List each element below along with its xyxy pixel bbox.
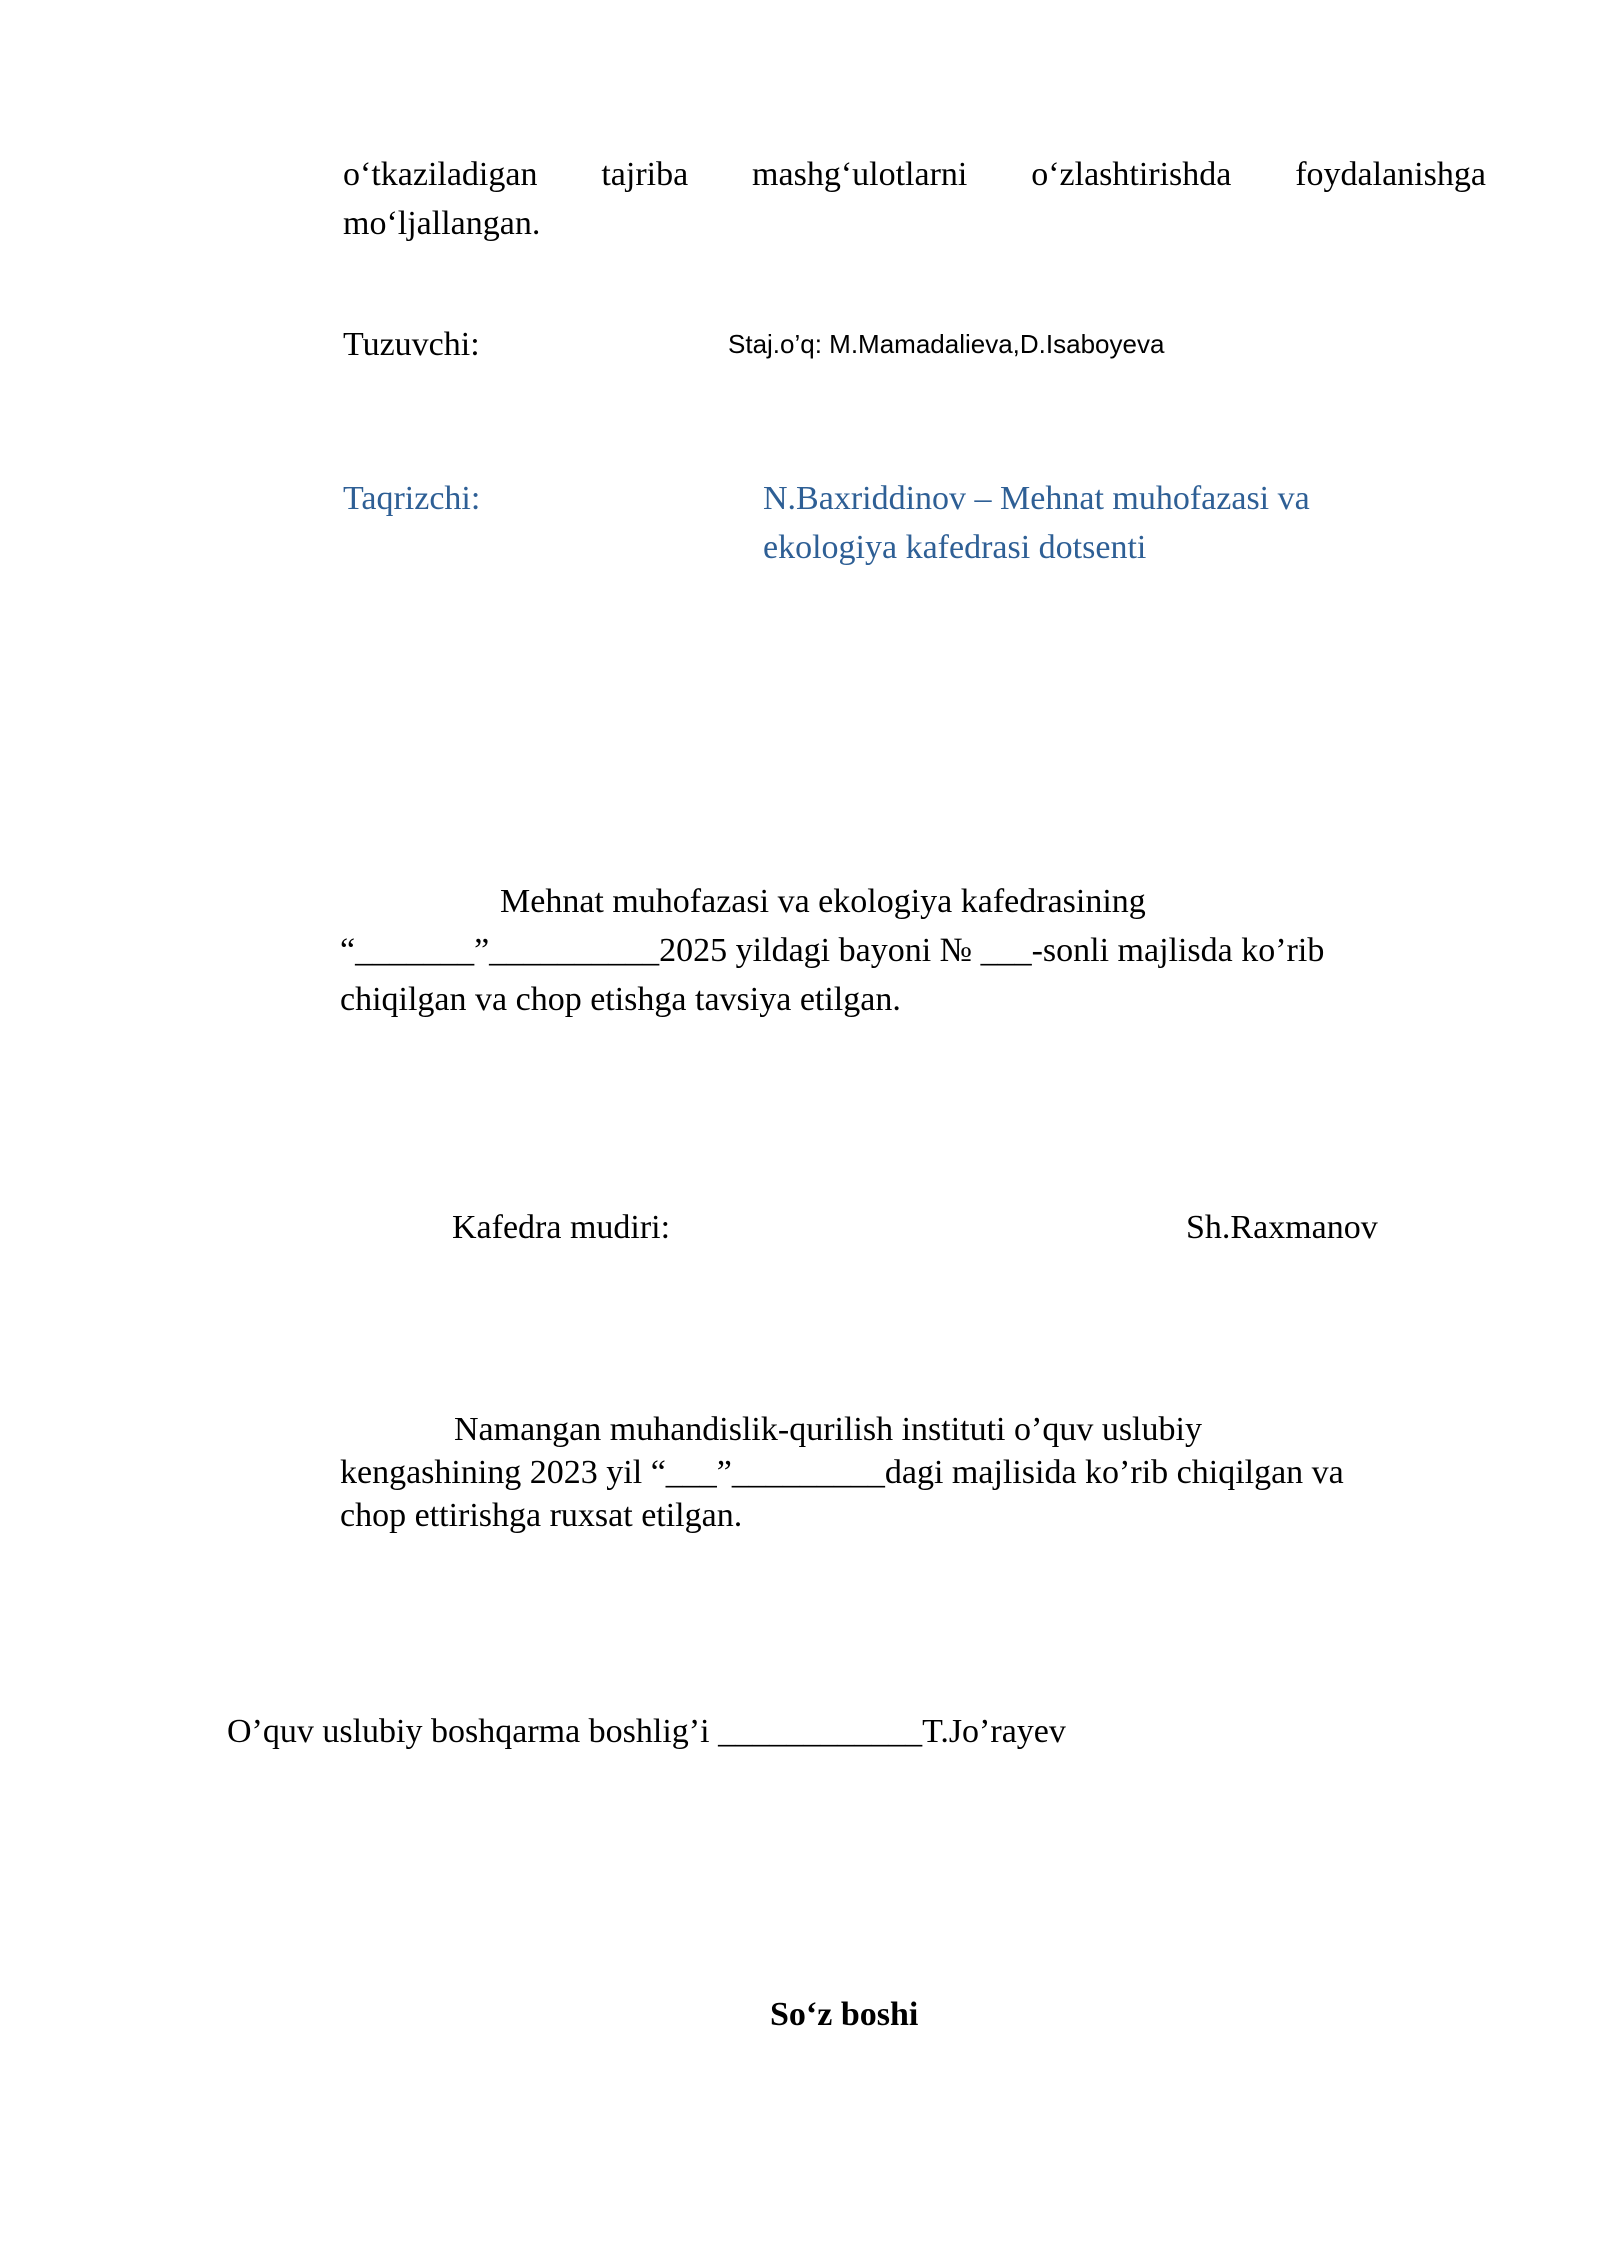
intro-word: o‘zlashtirishda: [1031, 156, 1232, 193]
council-approval-line-2: kengashining 2023 yil “___”_________dagi majlisida ko’rib chiqilgan va: [340, 1454, 1344, 1491]
intro-line-1: [343, 150, 1486, 199]
intro-line-2: mo‘ljallangan.: [343, 205, 541, 242]
intro-word: foydalanishga: [1295, 156, 1486, 193]
council-approval-line-3: chop ettirishga ruxsat etilgan.: [340, 1497, 743, 1534]
intro-word: o‘tkaziladigan: [343, 156, 538, 193]
head-of-office-line: O’quv uslubiy boshqarma boshlig’i ____________T.Jo’rayev: [227, 1713, 1066, 1750]
author-label: Tuzuvchi:: [343, 326, 480, 363]
head-of-department-name: Sh.Raxmanov: [1186, 1209, 1378, 1246]
intro-word: mashg‘ulotlarni: [752, 156, 968, 193]
section-title: So‘z boshi: [770, 1996, 919, 2033]
council-approval-line-1: Namangan muhandislik-qurilish instituti o’quv uslubiy: [454, 1411, 1202, 1448]
intro-paragraph: [343, 150, 1486, 248]
intro-word: tajriba: [601, 156, 689, 193]
reviewer-value-line-1: N.Baxriddinov – Mehnat muhofazasi va: [763, 480, 1310, 517]
author-value: Staj.o’q: M.Mamadalieva,D.Isaboyeva: [728, 329, 1165, 359]
head-of-department-label: Kafedra mudiri:: [452, 1209, 671, 1246]
department-approval-line-2: “_______”__________2025 yildagi bayoni № ___-sonli majlisda ko’rib: [340, 932, 1325, 969]
reviewer-label: Taqrizchi:: [343, 480, 481, 517]
reviewer-value-line-2: ekologiya kafedrasi dotsenti: [763, 529, 1147, 566]
department-approval-line-3: chiqilgan va chop etishga tavsiya etilgan.: [340, 981, 901, 1018]
department-approval-line-1: Mehnat muhofazasi va ekologiya kafedrasining: [500, 883, 1146, 920]
